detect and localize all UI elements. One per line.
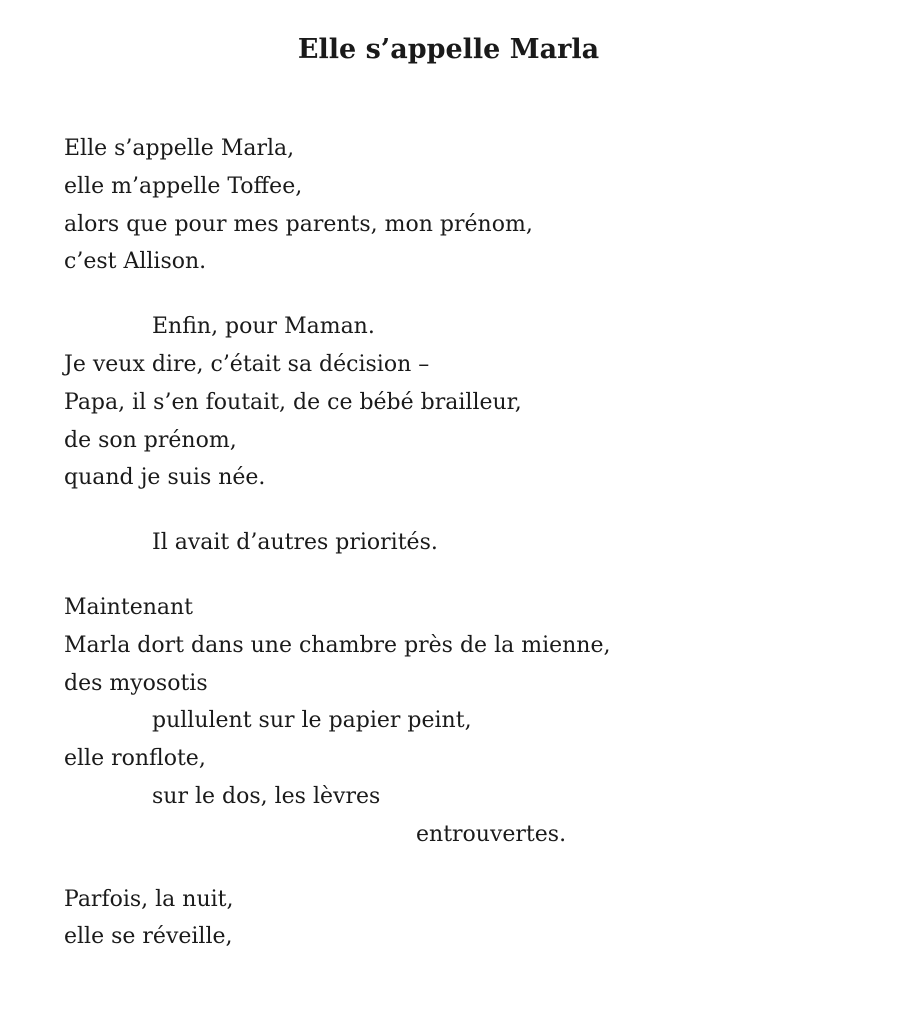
- stanza-2: [64, 308, 864, 497]
- poem-body: [64, 130, 864, 983]
- poem-line: alors que pour mes parents, mon prénom,: [64, 211, 533, 237]
- poem-line: Elle s’appelle Marla,: [64, 136, 295, 161]
- poem-line: elle se réveille,: [64, 924, 233, 950]
- poem-line: Marla dort dans une chambre près de la mienne,: [64, 632, 611, 658]
- stanza-4: [64, 589, 864, 854]
- poem-line-indented: sur le dos, les lèvres: [152, 783, 381, 809]
- poem-line-indented: Il avait d’autres priorités.: [152, 530, 438, 556]
- poem-line: Je veux dire, c’était sa décision –: [64, 351, 430, 377]
- poem-line: de son prénom,: [64, 427, 237, 453]
- poem-line: elle m’appelle Toffee,: [64, 173, 303, 199]
- poem-line-indented: pullulent sur le papier peint,: [152, 708, 472, 734]
- poem-line: quand je suis née.: [64, 465, 266, 491]
- poem-line-indented: Enfin, pour Maman.: [152, 314, 375, 340]
- stanza-5: [64, 881, 864, 957]
- poem-line: elle ronflote,: [64, 746, 206, 772]
- poem-line: Maintenant: [64, 594, 194, 620]
- poem-line: Parfois, la nuit,: [64, 886, 234, 912]
- poem-line: c’est Allison.: [64, 249, 207, 275]
- stanza-1: [64, 130, 864, 281]
- poem-line: des myosotis: [64, 670, 208, 696]
- poem-line-far-indented: entrouvertes.: [416, 821, 567, 847]
- poem-title: Elle s’appelle Marla: [297, 34, 600, 65]
- poem-line: Papa, il s’en foutait, de ce bébé brailleur,: [64, 389, 522, 415]
- stanza-3: [64, 524, 864, 562]
